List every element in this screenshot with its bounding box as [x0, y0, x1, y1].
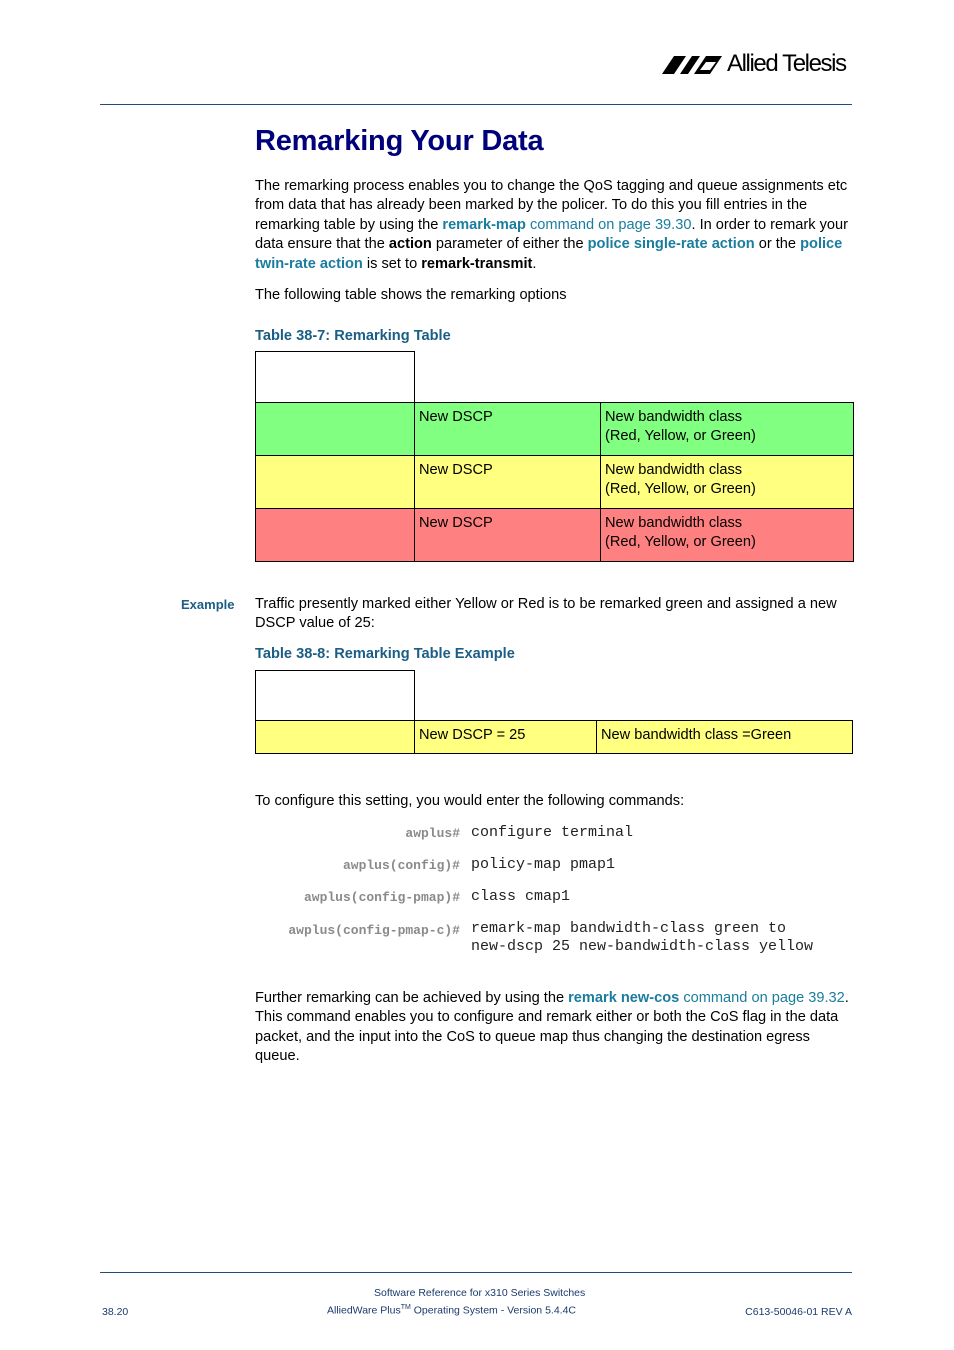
- header-rule: [100, 104, 852, 105]
- remarking-example-table: [255, 670, 853, 754]
- example-text: Traffic presently marked either Yellow or Red is to be remarked green and assigned a new DSCP value of 25:: [255, 596, 837, 632]
- command-text: remark-map bandwidth-class green to new-dscp 25 new-bandwidth-class yellow: [471, 920, 814, 955]
- footer-page-number: 38.20: [102, 1306, 129, 1318]
- action-keyword: action: [388, 236, 432, 253]
- command-prompt: awplus(config)#: [342, 858, 460, 873]
- command-text: configure terminal: [471, 824, 634, 841]
- following-text: The following table shows the remarking options: [255, 287, 567, 303]
- table1-header-cell: [256, 352, 415, 403]
- footer-title: Software Reference for x310 Series Switches: [374, 1287, 586, 1299]
- table2-caption: Table 38-8: Remarking Table Example: [255, 646, 515, 662]
- intro-paragraph: The remarking process enables you to change the QoS tagging and queue assignments etc from data that has already been marked by the policer. To do this you fill entries in the remarking table by using the remark-map command on page 39.30. In order to remark your data ensure that the action parameter of either the police single-rate action or the police twin-rate action is set to remark-transmit.: [255, 178, 849, 272]
- command-text: policy-map pmap1: [471, 856, 616, 873]
- police-single-rate-link[interactable]: police single-rate action: [587, 236, 755, 253]
- table-row: New DSCP New bandwidth class (Red, Yellow, or Green): [256, 509, 854, 562]
- intro-text-1: The remarking process enables you to change the QoS tagging and queue assignments etc from data that has already been marked by the policer. To do this you fill entries in the remarking table by using the: [255, 178, 848, 233]
- footer-doc-id: C613-50046-01 REV A: [745, 1306, 852, 1318]
- intro-text-2: . In order to remark your data ensure that the: [255, 216, 849, 253]
- footer-rule: [100, 1272, 852, 1273]
- table1-header-cell: [415, 352, 854, 403]
- remark-new-cos-link[interactable]: remark new-cos command on page 39.32: [568, 990, 845, 1006]
- command-prompt: awplus#: [405, 826, 460, 841]
- table-row: New DSCP New bandwidth class (Red, Yellow, or Green): [256, 403, 854, 456]
- remark-map-link[interactable]: remark-map command on page 39.30: [442, 216, 692, 233]
- table2-header-cell: [256, 671, 415, 721]
- example-label: Example: [181, 597, 235, 612]
- police-twin-rate-link[interactable]: police twin-rate action: [255, 236, 843, 272]
- command-text: class cmap1: [471, 888, 571, 905]
- table-row: New DSCP New bandwidth class (Red, Yellow, or Green): [256, 456, 854, 509]
- table1-caption: Table 38-7: Remarking Table: [255, 328, 451, 344]
- page-title: Remarking Your Data: [255, 125, 544, 157]
- remarking-table: [255, 351, 854, 562]
- further-paragraph: Further remarking can be achieved by using the remark new-cos command on page 39.32. This command enables you to configure and remark either or both the CoS flag in the data packet, and the input into the CoS to queue map thus changing the destination egress queue.: [255, 990, 849, 1065]
- table-row: New DSCP = 25 New bandwidth class =Green: [256, 721, 853, 754]
- logo-text: Allied Telesis: [727, 50, 846, 77]
- table2-header-cell: [415, 671, 853, 721]
- configure-text: To configure this setting, you would enter the following commands:: [255, 793, 685, 809]
- command-prompt: awplus(config-pmap)#: [303, 890, 460, 905]
- remark-transmit-keyword: remark-transmit: [421, 255, 533, 272]
- footer-product: AlliedWare Plus™ Operating System - Version 5.4.4C: [327, 1304, 577, 1317]
- command-prompt: awplus(config-pmap-c)#: [288, 923, 460, 938]
